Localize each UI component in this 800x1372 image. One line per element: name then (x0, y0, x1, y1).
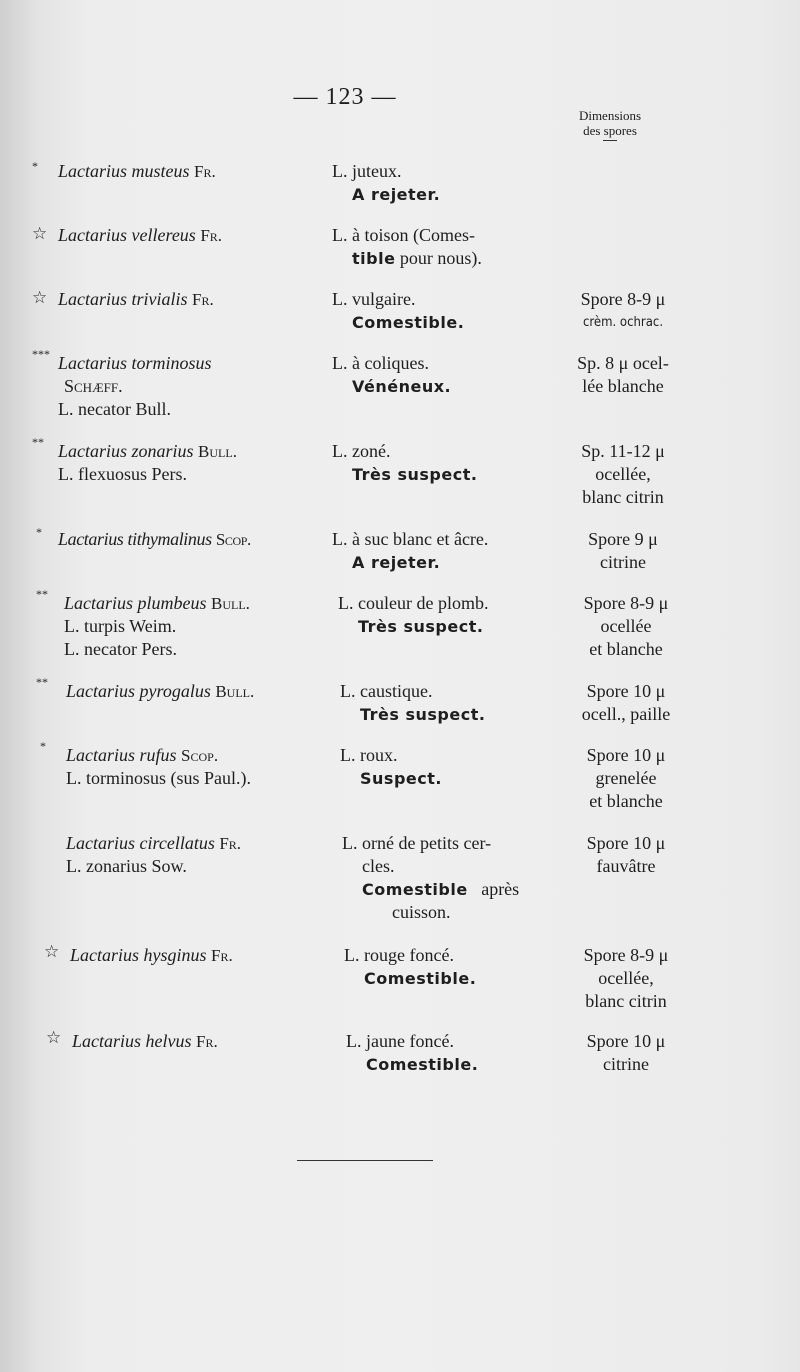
species-column (66, 680, 336, 703)
common-name: L. à toison (Comes- (332, 225, 475, 245)
edibility-verdict: Comestible après (362, 879, 520, 899)
edible-star-icon: ☆ (44, 942, 60, 961)
species-column (58, 288, 328, 311)
spore-line: Spore 10 μ (586, 1031, 666, 1051)
species-name: Lactarius pyrogalus Bull. (66, 681, 255, 701)
spore-column (556, 744, 696, 813)
synonym: L. flexuosus Pers. (58, 464, 187, 484)
closing-rule (297, 1160, 433, 1161)
common-name-column (332, 352, 552, 398)
edibility-verdict: Très suspect. (352, 465, 478, 484)
species-name: Lactarius hysginus Fr. (70, 945, 233, 965)
edibility-verdict: Comestible. (366, 1055, 479, 1074)
edible-star-icon: ☆ (32, 288, 48, 307)
spore-line: Spore 10 μ (586, 681, 666, 701)
spore-column (556, 680, 696, 726)
edibility-verdict: A rejeter. (352, 185, 441, 204)
toxicity-mark: * (40, 739, 46, 753)
edibility-verdict: Très suspect. (360, 705, 486, 724)
common-name: L. vulgaire. (332, 289, 416, 309)
spore-line: citrine (603, 1054, 649, 1074)
common-name: L. caustique. (340, 681, 433, 701)
species-column (58, 528, 338, 551)
spore-column (553, 288, 693, 334)
edibility-verdict: tible pour nous). (352, 248, 482, 268)
edibility-verdict: Suspect. (360, 769, 442, 788)
synonym: L. zonarius Sow. (66, 856, 187, 876)
spore-column (553, 528, 693, 574)
header-line: des spores (583, 123, 637, 138)
spore-line: crèm. ochrac. (582, 315, 664, 330)
edibility-verdict: Comestible. (352, 313, 465, 332)
spore-line: Spore 8-9 μ (583, 593, 669, 613)
common-name-column (342, 832, 562, 924)
common-name: L. couleur de plomb. (338, 593, 489, 613)
edibility-verdict: Comestible. (364, 969, 477, 988)
spore-line: Spore 10 μ (586, 833, 666, 853)
species-column (58, 160, 328, 183)
edibility-note: cuisson. (392, 902, 451, 922)
page-number: — 123 — (293, 84, 397, 110)
species-column (66, 832, 336, 878)
edibility-verdict: Très suspect. (358, 617, 484, 636)
spore-line: Spore 9 μ (588, 529, 658, 549)
toxicity-mark: *** (32, 347, 50, 361)
species-name: Lactarius plumbeus Bull. (64, 593, 250, 613)
common-name-column (340, 680, 560, 726)
synonym: L. torminosus (sus Paul.). (66, 768, 252, 788)
spore-line: Sp. 8 μ ocel- (577, 353, 669, 373)
common-name-column (332, 440, 552, 486)
spore-line: Spore 10 μ (586, 745, 666, 765)
common-name-column (332, 224, 552, 270)
edibility-verdict: A rejeter. (352, 553, 441, 572)
spore-line: blanc citrin (585, 991, 667, 1011)
common-name-column (346, 1030, 566, 1076)
species-name: Lactarius rufus Scop. (66, 745, 219, 765)
spore-line: ocellée, (595, 464, 651, 484)
toxicity-mark: * (36, 525, 42, 539)
common-name: L. à coliques. (332, 353, 429, 373)
species-name: Lactarius helvus Fr. (72, 1031, 218, 1051)
spore-column (553, 352, 693, 398)
spore-line: Spore 8-9 μ (583, 945, 669, 965)
toxicity-mark: ** (32, 435, 44, 449)
header-line: Dimensions (578, 108, 642, 123)
spore-line: lée blanche (582, 376, 664, 396)
spore-line: ocellée (600, 616, 652, 636)
common-name: L. jaune foncé. (346, 1031, 454, 1051)
spore-line: ocell., paille (581, 704, 671, 724)
common-name: cles. (362, 856, 395, 876)
synonym: L. turpis Weim. (64, 616, 177, 636)
species-column (58, 440, 328, 486)
spore-line: citrine (600, 552, 646, 572)
species-name: Lactarius zonarius Bull. (58, 441, 237, 461)
species-column (72, 1030, 342, 1053)
species-column (66, 744, 336, 790)
common-name-column (332, 288, 552, 334)
edible-star-icon: ☆ (46, 1028, 62, 1047)
spore-column (556, 592, 696, 661)
spore-line: ocellée, (598, 968, 654, 988)
species-name: Lactarius musteus Fr. (58, 161, 216, 181)
toxicity-mark: ** (36, 587, 48, 601)
spore-line: blanc citrin (582, 487, 664, 507)
species-column (58, 224, 328, 247)
species-name: Lactarius vellereus Fr. (58, 225, 223, 245)
edibility-verdict: Vénéneux. (352, 377, 452, 396)
edible-star-icon: ☆ (32, 224, 48, 243)
common-name: L. orné de petits cer- (342, 833, 492, 853)
common-name: L. rouge foncé. (344, 945, 454, 965)
spore-line: grenelée (595, 768, 657, 788)
common-name-column (332, 160, 552, 206)
common-name: L. à suc blanc et âcre. (332, 529, 489, 549)
species-column (58, 352, 328, 421)
common-name-column (344, 944, 564, 990)
species-column (70, 944, 340, 967)
species-name: Lactarius torminosus (58, 353, 212, 373)
species-name: Lactarius trivialis Fr. (58, 289, 214, 309)
species-author: Schæff. (64, 376, 123, 396)
spore-line: fauvâtre (596, 856, 656, 876)
synonym: L. necator Pers. (64, 639, 177, 659)
species-name: Lactarius circellatus Fr. (66, 833, 242, 853)
spore-dimensions-header (560, 108, 660, 141)
spore-column (556, 1030, 696, 1076)
common-name-column (332, 528, 552, 574)
spore-column (553, 440, 693, 509)
spore-line: et blanche (589, 639, 663, 659)
species-column (64, 592, 334, 661)
spore-line: Sp. 11-12 μ (581, 441, 665, 461)
spore-column (556, 832, 696, 878)
spore-column (556, 944, 696, 1013)
common-name-column (340, 744, 560, 790)
toxicity-mark: ** (36, 675, 48, 689)
spore-line: et blanche (589, 791, 663, 811)
spore-line: Spore 8-9 μ (580, 289, 666, 309)
header-dash (603, 140, 617, 141)
species-name: Lactarius tithymalinus Scop. (58, 529, 251, 549)
common-name: L. juteux. (332, 161, 402, 181)
synonym: L. necator Bull. (58, 399, 171, 419)
common-name: L. zoné. (332, 441, 391, 461)
common-name-column (338, 592, 558, 638)
common-name: L. roux. (340, 745, 398, 765)
toxicity-mark: * (32, 159, 38, 173)
